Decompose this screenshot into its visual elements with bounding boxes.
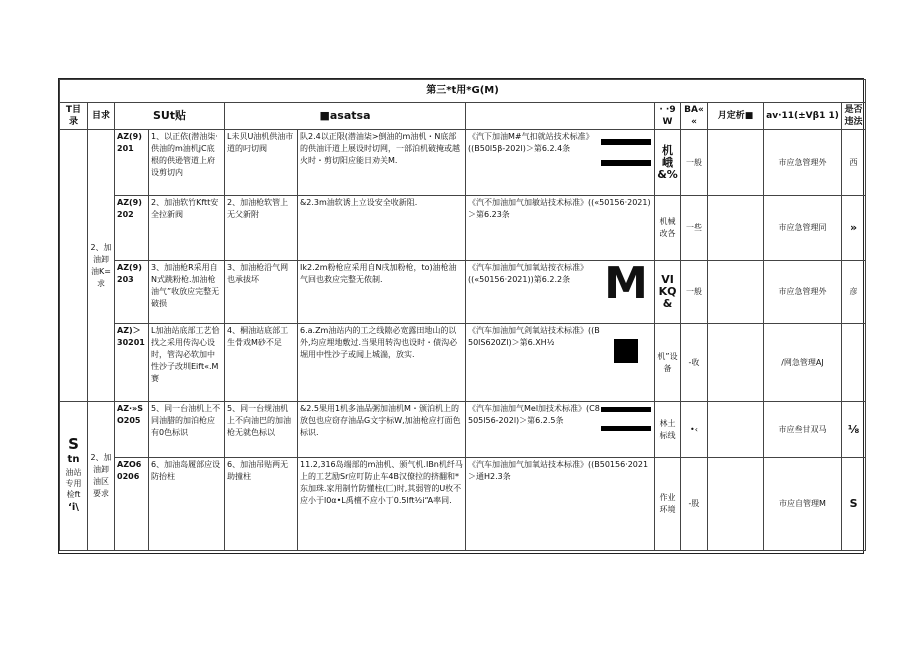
item-judgement bbox=[708, 402, 764, 458]
item-level: •‹ bbox=[681, 402, 708, 458]
item-illegal: S bbox=[842, 458, 866, 551]
table-row bbox=[60, 130, 866, 196]
item-basis: &2.5果用1机多油品粥加油机M・颁泊机上的放包也应窃存油品G文字标W,加油枪应打面色标识. bbox=[298, 402, 466, 458]
item-problem: 6、加油吊贴两无助撞柱 bbox=[225, 458, 298, 551]
item-type: VIKQ& bbox=[655, 261, 681, 324]
category-mark-i: ‘i\ bbox=[68, 502, 79, 513]
table-row bbox=[60, 196, 866, 261]
item-content: 6、加油岛履部应设防抬柱 bbox=[149, 458, 225, 551]
table-row bbox=[60, 261, 866, 324]
item-judgement bbox=[708, 261, 764, 324]
inspection-table bbox=[59, 79, 866, 551]
header-blank bbox=[466, 103, 655, 130]
item-judgement bbox=[708, 196, 764, 261]
item-basis: 6.a.Zm油站内的工之线隙必宽露田地山的以外,均应埋地敷过.当果用转沟也设时・债沟必堀用中性沙子或闻上城湍，放实. bbox=[298, 324, 466, 402]
header-department: av·11(±Vβ1 1) bbox=[764, 103, 842, 130]
subcategory-cell: 2、加油卸油K=求 bbox=[88, 130, 115, 402]
item-content: L加油站底部工艺恰找之采用传沟心设时，管沟必软加中性沙子改圳Eift«.M赛 bbox=[149, 324, 225, 402]
item-type: 机”设备 bbox=[655, 324, 681, 402]
item-code: AZ(9)201 bbox=[115, 130, 149, 196]
header-type: · ·9W bbox=[655, 103, 681, 130]
item-type: 机峨&% bbox=[655, 130, 681, 196]
table-title: 第三*t用*G(M) bbox=[60, 80, 866, 103]
item-basis: 队2.4以正限(潜油柒>倒油的m油机・N底部的供油讦道上展设时切网，一部泊机破掩或越火时・剪切阳应能日劝关M. bbox=[298, 130, 466, 196]
item-department: 市应急管理外 bbox=[764, 261, 842, 324]
item-level: 一般 bbox=[681, 130, 708, 196]
item-level: -股 bbox=[681, 458, 708, 551]
subcategory-cell: 2、加油卸油区要求 bbox=[88, 402, 115, 551]
item-illegal: 彦 bbox=[842, 261, 866, 324]
item-judgement bbox=[708, 130, 764, 196]
item-department: 市应叁甘双马 bbox=[764, 402, 842, 458]
header-illegal: 是否违法 bbox=[842, 103, 866, 130]
item-problem: 4、桐油站底部工生骨戏M砂不足 bbox=[225, 324, 298, 402]
item-problem: 3、加油枪沿气网也承拔坏 bbox=[225, 261, 298, 324]
header-basis: ■asatsa bbox=[225, 103, 466, 130]
table-row bbox=[60, 402, 866, 458]
item-standard bbox=[466, 130, 655, 196]
large-m-mark: M bbox=[604, 260, 648, 309]
item-judgement bbox=[708, 458, 764, 551]
item-illegal: » bbox=[842, 196, 866, 261]
item-level: 一些 bbox=[681, 196, 708, 261]
item-illegal: ⅛ bbox=[842, 402, 866, 458]
header-subcategory: 目求 bbox=[88, 103, 115, 130]
item-department: 市应自管理M bbox=[764, 458, 842, 551]
item-standard bbox=[466, 324, 655, 402]
item-illegal: 西 bbox=[842, 130, 866, 196]
item-standard: 《汽车加油加气加氧站技本标准》((B50156·2021＞通H2.3条 bbox=[466, 458, 655, 551]
item-level: 一般 bbox=[681, 261, 708, 324]
category-mark-s: S bbox=[68, 435, 79, 453]
redaction-block bbox=[600, 325, 652, 363]
item-basis: &2.3m油软诱上立设安全收新阻. bbox=[298, 196, 466, 261]
item-basis: 11.2,316岛端部的m油机、颁气机.IBn机纤马上的工艺励Sr应叮防止车4B汉僚拉的挤翻和*东加珠.家用制竹防懂柱(匚)时,其弱管的U枚不应小于l0α•L禹檀不应小丁0.5lft½i“A率同. bbox=[298, 458, 466, 551]
item-code: AZO60206 bbox=[115, 458, 149, 551]
item-problem: 5、同一台规油机上不向油巴的加油枪无就色标以 bbox=[225, 402, 298, 458]
item-problem: L未贝U油机供油市道的叼切阀 bbox=[225, 130, 298, 196]
item-code: AZ)＞30201 bbox=[115, 324, 149, 402]
table-row bbox=[60, 324, 866, 402]
item-standard-text: 《汽车加油加气加氧站按衣标准》((«50156·2021))第6.2.2条 bbox=[468, 263, 588, 284]
item-level: -收 bbox=[681, 324, 708, 402]
category-mark-tn: tn bbox=[67, 454, 80, 465]
category-cell bbox=[60, 402, 88, 551]
item-standard-text: 《汽车加油加气剑氧站技术标准》((B50lS620Zl)＞第6.XH½ bbox=[468, 326, 600, 347]
item-type: 林土标线 bbox=[655, 402, 681, 458]
header-level: BA« « bbox=[681, 103, 708, 130]
header-content: SUt贴 bbox=[115, 103, 225, 130]
item-type: 作业环境 bbox=[655, 458, 681, 551]
item-content: 2、加油软竹Kftt安全拉新阀 bbox=[149, 196, 225, 261]
item-problem: 2、加油枪软管上无父新附 bbox=[225, 196, 298, 261]
item-department: 市应急管理同 bbox=[764, 196, 842, 261]
header-judgement: 月定析■ bbox=[708, 103, 764, 130]
item-illegal bbox=[842, 324, 866, 402]
item-type: 机械改各 bbox=[655, 196, 681, 261]
redaction-bars bbox=[600, 131, 652, 166]
item-code: AZ(9)202 bbox=[115, 196, 149, 261]
item-judgement bbox=[708, 324, 764, 402]
table-row bbox=[60, 458, 866, 551]
item-content: 5、同一台油机上不同油腊的加泊枪应有0色标识 bbox=[149, 402, 225, 458]
item-content: 1、以正依(潜油柒·供油的m油机jC底根的供逊管道上府设剪切内 bbox=[149, 130, 225, 196]
item-content: 3、加油枪R采用自N式跳粉枪.加油枪油气”收放应完整无破损 bbox=[149, 261, 225, 324]
item-code: AZ·»SO205 bbox=[115, 402, 149, 458]
title-row bbox=[60, 80, 866, 103]
item-standard bbox=[466, 261, 655, 324]
redaction-bars bbox=[600, 403, 652, 431]
header-category: T目录 bbox=[60, 103, 88, 130]
item-basis: Ik2.2m粉枪应采用自N戌加粉枪，to)油枪油气回也救应完整无侬制. bbox=[298, 261, 466, 324]
category-label: 油站专用检ft bbox=[65, 468, 82, 499]
item-department: /网急管理AJ bbox=[764, 324, 842, 402]
item-standard-text: 《汽下加油M#气扣就站技术标准》((B50l5β-202l)＞第6.2.4条 bbox=[468, 132, 594, 153]
item-department: 市应急管理外 bbox=[764, 130, 842, 196]
category-cell-empty bbox=[60, 130, 88, 402]
item-code: AZ(9)203 bbox=[115, 261, 149, 324]
item-standard: 《汽不加油加气加敏站技术标准》((«50156·2021)＞第6.23条 bbox=[466, 196, 655, 261]
item-standard bbox=[466, 402, 655, 458]
inspection-table-document bbox=[58, 78, 864, 554]
header-row bbox=[60, 103, 866, 130]
item-standard-text: 《汽车加油加气Mel加技术标准》(C8505l56-202l)＞第6.2.5条 bbox=[468, 404, 600, 425]
